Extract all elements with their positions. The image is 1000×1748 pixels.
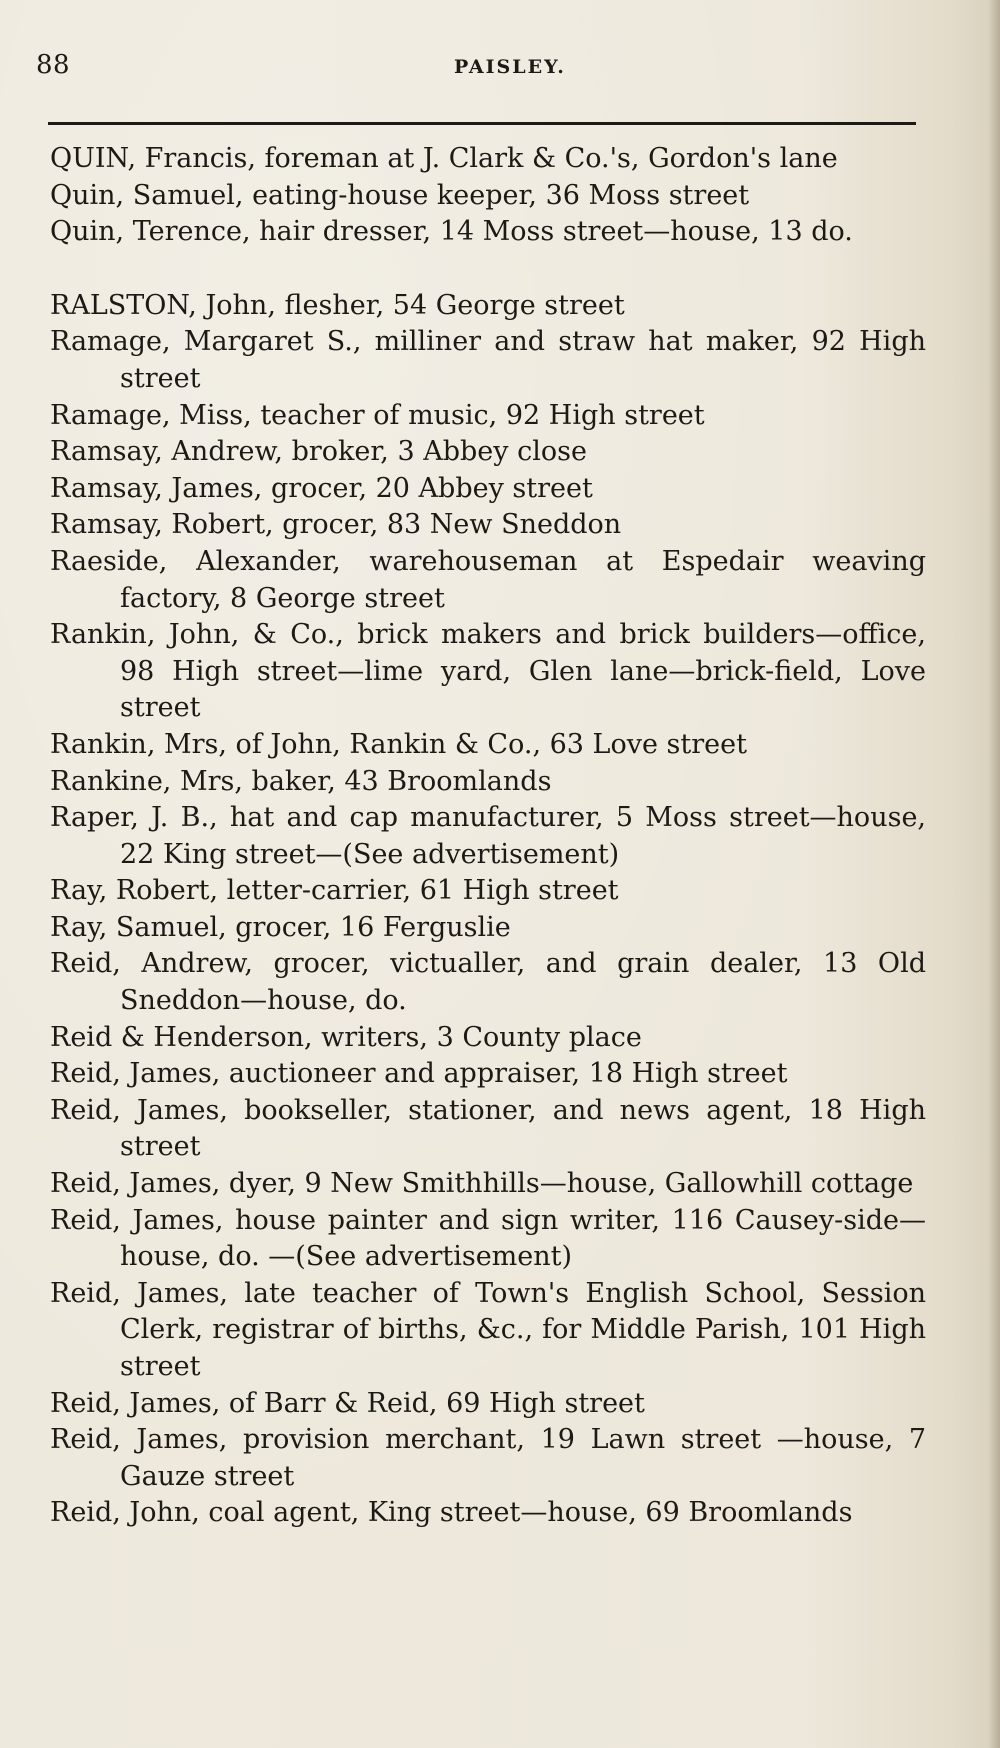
directory-entry: QUIN, Francis, foreman at J. Clark & Co.'s, Gordon's lane: [50, 143, 838, 174]
directory-entry: Ramage, Miss, teacher of music, 92 High street: [50, 399, 705, 431]
directory-entry: Reid, James, auctioneer and appraiser, 18 High street: [50, 1058, 788, 1090]
header-rule: [48, 122, 916, 125]
directory-entry: Reid, James, late teacher of Town's English School, Session Clerk, registrar of births, &c., for Middle Parish, 101 High street: [50, 1277, 926, 1382]
directory-entry: Reid, James, house painter and sign writer, 116 Causey-side—house, do. —(See advertisement): [50, 1204, 926, 1273]
running-head: PAISLEY.: [454, 56, 566, 78]
directory-entry: Rankin, John, & Co., brick makers and brick builders—office, 98 High street—lime yard, Glen lane—brick-field, Love street: [50, 619, 926, 724]
page-edge-shadow: [988, 0, 1000, 1748]
directory-entries: [50, 141, 926, 1532]
directory-entry: Ray, Samuel, grocer, 16 Ferguslie: [50, 911, 511, 943]
directory-entry: Quin, Terence, hair dresser, 14 Moss street—house, 13 do.: [50, 216, 853, 248]
directory-entry: Rankin, Mrs, of John, Rankin & Co., 63 Love street: [50, 728, 747, 760]
directory-entry: Reid, James, dyer, 9 New Smithhills—house, Gallowhill cottage: [50, 1168, 914, 1200]
directory-entry: Ramage, Margaret S., milliner and straw hat maker, 92 High street: [50, 326, 926, 394]
directory-entry: Raeside, Alexander, warehouseman at Espedair weaving factory, 8 George street: [50, 545, 926, 614]
directory-entry: Raper, J. B., hat and cap manufacturer, 5 Moss street—house, 22 King street—(See advertisement): [50, 802, 926, 870]
directory-entry: Reid, James, provision merchant, 19 Lawn street —house, 7 Gauze street: [50, 1424, 926, 1492]
directory-entry: RALSTON, John, flesher, 54 George street: [50, 289, 625, 321]
directory-entry: Reid, John, coal agent, King street—house, 69 Broomlands: [50, 1497, 853, 1529]
directory-entry: Reid, James, of Barr & Reid, 69 High street: [50, 1387, 645, 1419]
directory-entry: Ramsay, James, grocer, 20 Abbey street: [50, 472, 593, 504]
directory-entry: Reid & Henderson, writers, 3 County place: [50, 1021, 642, 1053]
directory-entry: Ramsay, Andrew, broker, 3 Abbey close: [50, 436, 587, 468]
directory-entry: Ray, Robert, letter-carrier, 61 High street: [50, 875, 619, 907]
directory-entry: Rankine, Mrs, baker, 43 Broomlands: [50, 765, 552, 797]
directory-entry: Quin, Samuel, eating-house keeper, 36 Moss street: [50, 179, 750, 211]
directory-entry: Reid, James, bookseller, stationer, and news agent, 18 High street: [50, 1094, 926, 1163]
directory-entry: Reid, Andrew, grocer, victualler, and grain dealer, 13 Old Sneddon—house, do.: [50, 948, 926, 1017]
page-header: [36, 50, 916, 90]
directory-entry: Ramsay, Robert, grocer, 83 New Sneddon: [50, 509, 622, 541]
page-number: 88: [36, 50, 71, 80]
